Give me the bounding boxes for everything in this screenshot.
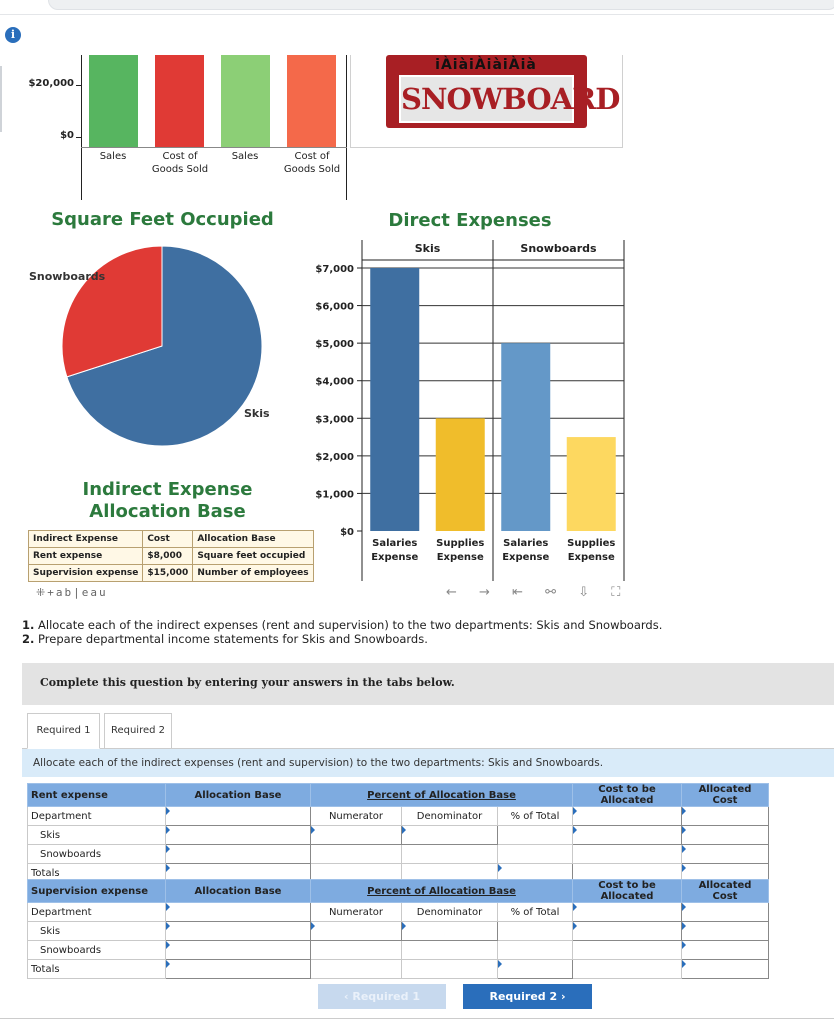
rent-snowboards-label: Snowboards <box>28 845 166 864</box>
alloc-table <box>28 530 314 582</box>
arrow-left-icon[interactable]: ← <box>446 585 457 600</box>
supervision-totals-cost <box>573 960 682 979</box>
group-header-skis: Skis <box>414 242 441 255</box>
header-allocation-base: Allocation Base <box>193 531 313 548</box>
supervision-title: Supervision expense <box>28 880 166 903</box>
instruction-text: Allocate each of the indirect expenses (rent and supervision) to the two departments: Skis and Snowboards. <box>33 757 604 769</box>
supervision-worksheet <box>27 879 769 979</box>
bottom-divider <box>0 1018 834 1019</box>
supervision-alloc-base-header: Allocation Base <box>166 880 311 903</box>
rent-pct-total-label: % of Total <box>498 807 573 826</box>
tableau-toolbar <box>446 585 638 600</box>
share-icon[interactable]: ⚯ <box>545 585 557 600</box>
supervision-skis-label: Skis <box>28 922 166 941</box>
tableau-logo[interactable]: ⁜+ab|eau <box>36 586 108 599</box>
arrow-right-icon[interactable]: → <box>479 585 490 600</box>
supervision-cost-header: Cost to be Allocated <box>573 880 682 903</box>
supervision-percent-header: Percent of Allocation Base <box>311 880 573 903</box>
xlabel-sales-2: Sales <box>231 151 259 162</box>
supervision-snowboards-pct <box>498 941 573 960</box>
bar-0 <box>370 268 419 531</box>
xtick-label: Supplies <box>436 538 485 549</box>
tab-required-1[interactable]: Required 1 <box>27 713 100 749</box>
tab-required-2[interactable]: Required 2 <box>104 713 172 749</box>
xtick-label: Expense <box>567 552 615 563</box>
rent-skis-allocated-input[interactable] <box>682 826 769 845</box>
pie-chart-title: Square Feet Occupied <box>51 209 274 230</box>
first-page-icon[interactable]: ⇤ <box>512 585 523 600</box>
rent-alloc-base-header: Allocation Base <box>166 784 311 807</box>
rent-worksheet <box>27 783 769 883</box>
logo-text: SNOWBOARD <box>399 75 574 123</box>
rent-cost-input[interactable] <box>573 807 682 826</box>
direct-expenses-chart <box>310 236 630 586</box>
supervision-totals-denominator <box>402 960 498 979</box>
supervision-snowboards-label: Snowboards <box>28 941 166 960</box>
supervision-department-base-input[interactable] <box>166 903 311 922</box>
complete-question-bar <box>22 663 834 705</box>
xtick-label: Expense <box>502 552 550 563</box>
q2-text: Prepare departmental income statements for Skis and Snowboards. <box>38 632 428 646</box>
prev-required-1-button[interactable]: ‹ Required 1 <box>318 984 446 1009</box>
ytick-label: $4,000 <box>315 376 354 388</box>
xlabel-cogs-1: Cost of Goods Sold <box>151 151 209 175</box>
question-text <box>22 618 662 646</box>
bar-snowboards-cogs <box>287 55 336 147</box>
cell-rent-cost: $8,000 <box>143 548 193 565</box>
xtick-label: Supplies <box>567 538 616 549</box>
rent-percent-header: Percent of Allocation Base <box>311 784 573 807</box>
supervision-totals-row <box>28 960 769 979</box>
rent-snowboards-cost <box>573 845 682 864</box>
rent-skis-pct <box>498 826 573 845</box>
supervision-pct-total-label: % of Total <box>498 903 573 922</box>
rent-snowboards-allocated-input[interactable] <box>682 845 769 864</box>
download-icon[interactable]: ⇩ <box>578 585 590 600</box>
ytick-label: $2,000 <box>315 451 354 463</box>
q1-text: Allocate each of the indirect expenses (rent and supervision) to the two departments: Skis and Snowboards. <box>38 618 663 632</box>
supervision-header-row <box>28 880 769 903</box>
info-icon[interactable]: i <box>5 27 21 43</box>
alloc-row-supervision <box>29 565 314 582</box>
rent-header-row <box>28 784 769 807</box>
bar-3 <box>567 437 616 531</box>
supervision-department-label: Department <box>28 903 166 922</box>
supervision-cost-input[interactable] <box>573 903 682 922</box>
pie-label-skis: Skis <box>244 407 270 420</box>
skier-silhouettes-icon: iÀiàiÀiàiÀià <box>435 57 537 73</box>
rent-skis-cost-input[interactable] <box>573 826 682 845</box>
bar-skis-sales <box>89 55 138 147</box>
complete-question-text: Complete this question by entering your answers in the tabs below. <box>40 676 455 689</box>
bar-2 <box>501 343 550 531</box>
bar-snowboards-sales <box>221 55 270 147</box>
bar-1 <box>436 418 485 531</box>
ytick-label: $7,000 <box>315 264 354 275</box>
top-browser-bar <box>48 0 834 10</box>
ytick-label: $3,000 <box>315 414 354 426</box>
supervision-skis-allocated-input[interactable] <box>682 922 769 941</box>
rent-snowboards-row <box>28 845 769 864</box>
instruction-bar <box>22 748 834 777</box>
ytick-20000: $20,000 <box>28 78 74 89</box>
rent-department-label: Department <box>28 807 166 826</box>
rent-allocated-header: Allocated Cost <box>682 784 769 807</box>
group-header-snowboards: Snowboards <box>520 242 597 255</box>
rent-cost-header: Cost to be Allocated <box>573 784 682 807</box>
cell-supervision-base: Number of employees <box>193 565 313 582</box>
supervision-snowboards-numerator <box>311 941 402 960</box>
supervision-skis-row <box>28 922 769 941</box>
rent-title: Rent expense <box>28 784 166 807</box>
direct-expenses-title: Direct Expenses <box>388 210 552 231</box>
cell-rent-label: Rent expense <box>29 548 143 565</box>
supervision-totals-base-input[interactable] <box>166 960 311 979</box>
supervision-allocated-header: Allocated Cost <box>682 880 769 903</box>
rent-department-row <box>28 807 769 826</box>
header-indirect-expense: Indirect Expense <box>29 531 143 548</box>
rent-numerator-label: Numerator <box>311 807 402 826</box>
xtick-label: Salaries <box>372 538 418 549</box>
supervision-totals-allocated-input[interactable] <box>682 960 769 979</box>
supervision-snowboards-row <box>28 941 769 960</box>
header-cost: Cost <box>143 531 193 548</box>
rent-skis-row <box>28 826 769 845</box>
rent-skis-base-input[interactable] <box>166 826 311 845</box>
xtick-label: Expense <box>436 552 484 563</box>
ytick-label: $6,000 <box>315 301 354 313</box>
rent-skis-label: Skis <box>28 826 166 845</box>
supervision-totals-pct-input[interactable] <box>498 960 573 979</box>
rent-denominator-label: Denominator <box>402 807 498 826</box>
supervision-snowboards-denominator <box>402 941 498 960</box>
q1-number: 1. <box>22 618 35 632</box>
supervision-snowboards-cost <box>573 941 682 960</box>
alloc-table-header <box>29 531 314 548</box>
rent-totals-label: Totals <box>28 864 166 883</box>
snowboard-logo <box>386 55 620 128</box>
xlabel-cogs-2: Cost of Goods Sold <box>283 151 341 175</box>
supervision-skis-pct <box>498 922 573 941</box>
rent-department-allocated-input[interactable] <box>682 807 769 826</box>
left-accent-bar <box>0 66 2 132</box>
supervision-denominator-label: Denominator <box>402 903 498 922</box>
supervision-department-allocated-input[interactable] <box>682 903 769 922</box>
supervision-totals-numerator <box>311 960 402 979</box>
rent-snowboards-denominator <box>402 845 498 864</box>
ytick-label: $5,000 <box>315 339 354 351</box>
alloc-table-title: Indirect Expense Allocation Base <box>82 479 253 522</box>
supervision-snowboards-allocated-input[interactable] <box>682 941 769 960</box>
supervision-skis-base-input[interactable] <box>166 922 311 941</box>
cell-rent-base: Square feet occupied <box>193 548 313 565</box>
ytick-label: $0 <box>340 527 354 538</box>
alloc-row-rent <box>29 548 314 565</box>
cell-supervision-cost: $15,000 <box>143 565 193 582</box>
bar-skis-cogs <box>155 55 204 147</box>
fullscreen-icon[interactable]: ⛶ <box>611 585 621 600</box>
xlabel-sales-1: Sales <box>99 151 127 162</box>
supervision-numerator-label: Numerator <box>311 903 402 922</box>
supervision-totals-label: Totals <box>28 960 166 979</box>
rent-skis-denominator-input[interactable] <box>402 826 498 845</box>
ytick-label: $1,000 <box>315 489 354 501</box>
cell-supervision-label: Supervision expense <box>29 565 143 582</box>
supervision-snowboards-base-input[interactable] <box>166 941 311 960</box>
rent-snowboards-base-input[interactable] <box>166 845 311 864</box>
xtick-label: Salaries <box>503 538 549 549</box>
rent-department-base-input[interactable] <box>166 807 311 826</box>
supervision-skis-numerator-input[interactable] <box>311 922 402 941</box>
xtick-label: Expense <box>371 552 419 563</box>
supervision-skis-cost-input[interactable] <box>573 922 682 941</box>
supervision-department-row <box>28 903 769 922</box>
top-divider <box>0 14 834 15</box>
next-required-2-button[interactable]: Required 2 › <box>463 984 592 1009</box>
rent-snowboards-pct <box>498 845 573 864</box>
rent-snowboards-numerator <box>311 845 402 864</box>
ytick-0: $0 <box>60 130 74 141</box>
rent-skis-numerator-input[interactable] <box>311 826 402 845</box>
pie-label-snowboards: Snowboards <box>29 270 106 283</box>
supervision-skis-denominator-input[interactable] <box>402 922 498 941</box>
q2-number: 2. <box>22 632 35 646</box>
